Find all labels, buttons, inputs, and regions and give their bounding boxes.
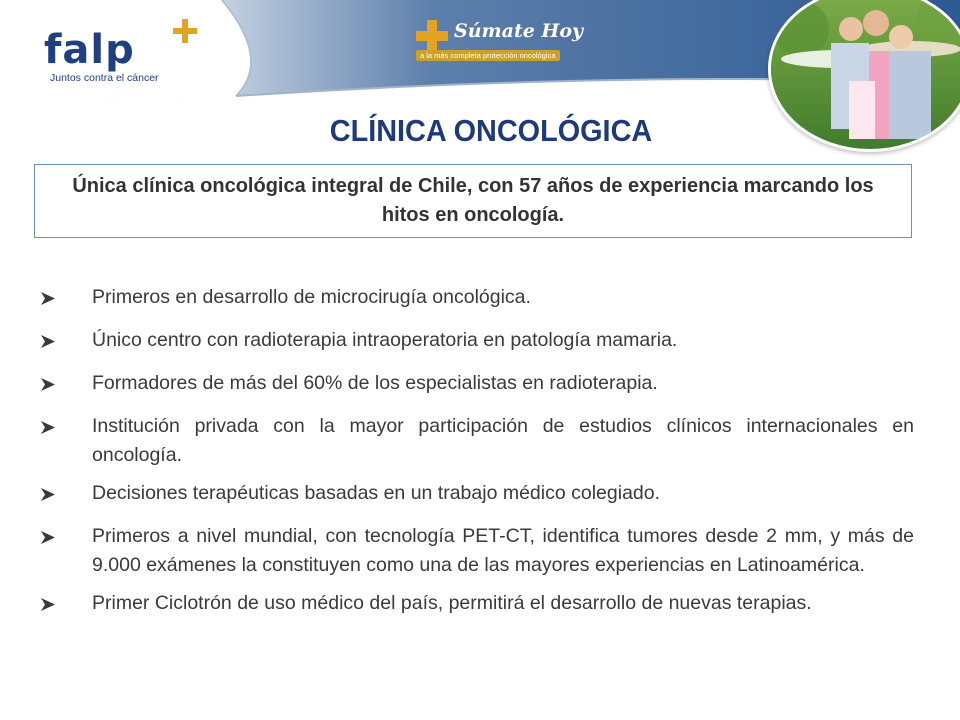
bullet-list (38, 283, 914, 632)
list-item (38, 589, 914, 618)
list-item-text: Primer Ciclotrón de uso médico del país, permitirá el desarrollo de nuevas terapias. (92, 592, 812, 614)
campaign-title: Súmate Hoy (454, 20, 584, 42)
arrowhead-bullet-icon (41, 292, 55, 305)
list-item-text: Institución privada con la mayor participación de estudios clínicos internacionales en oncología. (92, 415, 914, 466)
falp-logo[interactable] (44, 14, 214, 84)
arrowhead-bullet-icon (41, 598, 55, 611)
arrowhead-bullet-icon (41, 531, 55, 544)
arrowhead-bullet-icon (41, 421, 55, 434)
page-title: CLÍNICA ONCOLÓGICA (329, 113, 653, 148)
list-item-text: Decisiones terapéuticas basadas en un trabajo médico colegiado. (92, 482, 661, 504)
logo-wordmark: falp (44, 27, 135, 73)
logo-plus-icon (170, 16, 200, 46)
list-item-text: Único centro con radioterapia intraoperatoria en patología mamaria. (92, 329, 678, 351)
arrowhead-bullet-icon (41, 335, 55, 348)
logo-tagline: Juntos contra el cáncer (50, 72, 159, 84)
header-band (0, 0, 960, 100)
highlight-text: Única clínica oncológica integral de Chile, con 57 años de experiencia marcando los hitos en oncología. (72, 175, 874, 226)
sumate-hoy-badge (414, 14, 586, 62)
campaign-subtitle: a la más completa protección oncológica (416, 50, 560, 61)
list-item (38, 412, 914, 470)
campaign-plus-icon (414, 18, 450, 54)
highlight-box (34, 164, 912, 238)
list-item-text: Formadores de más del 60% de los especialistas en radioterapia. (92, 372, 658, 394)
list-item (38, 479, 914, 508)
list-item (38, 522, 914, 580)
arrowhead-bullet-icon (41, 488, 55, 501)
list-item (38, 369, 914, 398)
list-item-text: Primeros a nivel mundial, con tecnología PET-CT, identifica tumores desde 2 mm, y más de 9.000 exámenes la constituyen como una de las mayores experiencias en Latinoamérica. (92, 525, 914, 576)
list-item-text: Primeros en desarrollo de microcirugía oncológica. (92, 286, 531, 308)
list-item (38, 283, 914, 312)
arrowhead-bullet-icon (41, 378, 55, 391)
list-item (38, 326, 914, 355)
